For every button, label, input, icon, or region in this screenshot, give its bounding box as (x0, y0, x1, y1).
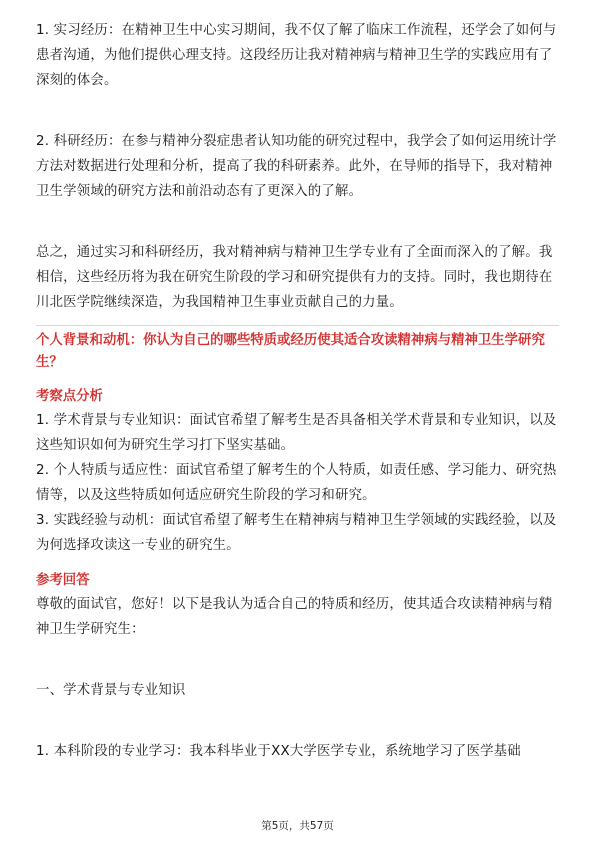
page-footer: 第5页，共57页 (261, 820, 334, 832)
divider (36, 325, 559, 326)
interview-question: 个人背景和动机：你认为自己的哪些特质或经历使其适合攻读精神病与精神卫生学研究生？ (36, 333, 545, 370)
section-title: 一、学术背景与专业知识 (36, 683, 186, 698)
answer-heading: 参考回答 (36, 573, 90, 588)
page-content (36, 18, 559, 764)
internship-paragraph: 1. 实习经历：在精神卫生中心实习期间，我不仅了解了临床工作流程，还学会了如何与患者沟通，为他们提供心理支持。这段经历让我对精神病与精神卫生学的实践应用有了深刻的体会。 (36, 23, 557, 88)
summary-paragraph: 总之，通过实习和科研经历，我对精神病与精神卫生学专业有了全面而深入的了解。我相信，这些经历将为我在研究生阶段的学习和研究提供有力的支持。同时，我也期待在川北医学院继续深造，为我国精神卫生事业贡献自己的力量。 (36, 245, 553, 310)
analysis-item: 3. 实践经验与动机：面试官希望了解考生在精神病与精神卫生学领域的实践经验，以及为何选择攻读这一专业的研究生。 (36, 513, 557, 553)
answer-intro: 尊敬的面试官，您好！以下是我认为适合自己的特质和经历，使其适合攻读精神病与精神卫生学研究生： (36, 597, 553, 637)
answer-item: 1. 本科阶段的专业学习：我本科毕业于XX大学医学专业，系统地学习了医学基础 (36, 744, 521, 759)
analysis-item: 2. 个人特质与适应性：面试官希望了解考生的个人特质，如责任感、学习能力、研究热情等，以及这些特质如何适应研究生阶段的学习和研究。 (36, 463, 557, 503)
research-paragraph: 2. 科研经历：在参与精神分裂症患者认知功能的研究过程中，我学会了如何运用统计学方法对数据进行处理和分析，提高了我的科研素养。此外，在导师的指导下，我对精神卫生学领域的研究方法和前沿动态有了更深入的了解。 (36, 134, 557, 199)
analysis-item: 1. 学术背景与专业知识：面试官希望了解考生是否具备相关学术背景和专业知识，以及这些知识如何为研究生学习打下坚实基础。 (36, 413, 557, 453)
analysis-heading: 考察点分析 (36, 389, 103, 404)
